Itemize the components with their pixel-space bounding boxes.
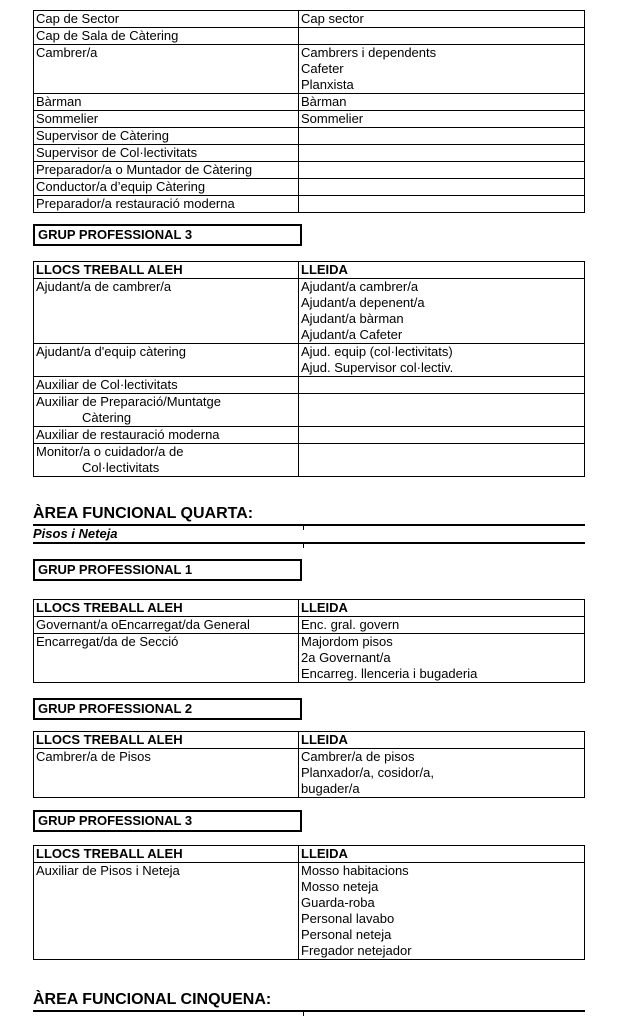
table-cell xyxy=(34,45,299,94)
table-cell xyxy=(299,28,585,45)
table-cell xyxy=(299,749,585,798)
cell-line: Planxador/a, cosidor/a, xyxy=(301,765,434,780)
column-header: LLEIDA xyxy=(299,732,585,749)
cell-line: 2a Governant/a xyxy=(301,650,391,665)
table-cell xyxy=(34,196,299,213)
table-row xyxy=(34,179,585,196)
cell-line: Ajudant/a cambrer/a xyxy=(301,279,419,294)
table-row xyxy=(34,128,585,145)
table-row xyxy=(34,11,585,28)
table-cell xyxy=(34,394,299,427)
table-cell xyxy=(34,179,299,196)
table-cell xyxy=(299,111,585,128)
table-cell xyxy=(34,863,299,960)
table-cell xyxy=(34,344,299,377)
cell-line: Supervisor de Càtering xyxy=(36,128,169,143)
column-header: LLEIDA xyxy=(299,600,585,617)
cell-line: Cambrer/a de pisos xyxy=(301,749,415,764)
cell-line: Enc. gral. govern xyxy=(301,617,400,632)
table-row xyxy=(34,28,585,45)
table-cell xyxy=(299,162,585,179)
column-header: LLOCS TREBALL ALEH xyxy=(34,600,299,617)
cell-line: Mosso habitacions xyxy=(301,863,409,878)
column-header: LLOCS TREBALL ALEH xyxy=(34,732,299,749)
group-professional-1-box: GRUP PROFESSIONAL 1 xyxy=(33,559,302,581)
table-cell xyxy=(34,128,299,145)
area-quarta-heading-block xyxy=(33,504,585,544)
table-cell xyxy=(34,145,299,162)
heading-underline xyxy=(33,542,585,544)
cell-line: Preparador/a o Muntador de Càtering xyxy=(36,162,253,177)
table-row xyxy=(34,279,585,344)
job-mapping-table-pisos-group2 xyxy=(33,731,585,798)
table-cell xyxy=(299,145,585,162)
table-cell xyxy=(299,634,585,683)
cell-line: Ajud. equip (col·lectivitats) xyxy=(301,344,453,359)
cell-line: Càtering xyxy=(82,410,132,425)
table-row xyxy=(34,111,585,128)
cell-line: Ajudant/a de cambrer/a xyxy=(36,279,172,294)
cell-line: Cap sector xyxy=(301,11,364,26)
group-professional-2-box: GRUP PROFESSIONAL 2 xyxy=(33,698,302,720)
cell-line: Personal lavabo xyxy=(301,911,395,926)
table-cell xyxy=(299,11,585,28)
cell-line: Auxiliar de Pisos i Neteja xyxy=(36,863,180,878)
cell-line: Planxista xyxy=(301,77,354,92)
table-cell xyxy=(299,344,585,377)
table-header-row xyxy=(34,262,585,279)
area-cinquena-title: ÀREA FUNCIONAL CINQUENA: xyxy=(33,991,272,1008)
table-row xyxy=(34,617,585,634)
cell-line: Cambrer/a xyxy=(36,45,98,60)
cell-line: Encarreg. llenceria i bugaderia xyxy=(301,666,478,681)
table-row xyxy=(34,394,585,427)
area-cinquena-heading-block xyxy=(33,990,585,1012)
group-professional-3-box: GRUP PROFESSIONAL 3 xyxy=(33,224,302,246)
table-cell xyxy=(299,196,585,213)
table-cell xyxy=(34,162,299,179)
column-header: LLOCS TREBALL ALEH xyxy=(34,262,299,279)
table-cell xyxy=(299,279,585,344)
cell-line: Sommelier xyxy=(301,111,364,126)
cell-line: Guarda-roba xyxy=(301,895,375,910)
table-row xyxy=(34,444,585,477)
area-quarta-subtitle: Pisos i Neteja xyxy=(33,526,118,541)
table-cell xyxy=(34,94,299,111)
cell-line: Bàrman xyxy=(36,94,82,109)
column-divider-tick xyxy=(303,544,304,548)
table-cell xyxy=(299,427,585,444)
column-header: LLEIDA xyxy=(299,262,585,279)
table-cell xyxy=(34,634,299,683)
table-row xyxy=(34,863,585,960)
cell-line: Cambrers i dependents xyxy=(301,45,437,60)
table-row xyxy=(34,749,585,798)
column-divider-tick xyxy=(303,526,304,530)
table-row xyxy=(34,94,585,111)
table-header-row xyxy=(34,846,585,863)
cell-line: Mosso neteja xyxy=(301,879,379,894)
table-cell xyxy=(299,444,585,477)
table-row xyxy=(34,196,585,213)
column-divider-tick xyxy=(303,1012,304,1016)
table-cell xyxy=(34,377,299,394)
table-header-row xyxy=(34,600,585,617)
cell-line: Cambrer/a de Pisos xyxy=(36,749,151,764)
table-row xyxy=(34,145,585,162)
job-mapping-table-pisos-group1 xyxy=(33,599,585,683)
cell-line: Preparador/a restauració moderna xyxy=(36,196,235,211)
cell-line: Fregador netejador xyxy=(301,943,412,958)
cell-line: Ajudant/a Cafeter xyxy=(301,327,403,342)
table-row xyxy=(34,45,585,94)
cell-line: Encarregat/da de Secció xyxy=(36,634,179,649)
cell-line: Cap de Sector xyxy=(36,11,120,26)
cell-line: Bàrman xyxy=(301,94,347,109)
cell-line: bugader/a xyxy=(301,781,360,796)
heading-underline xyxy=(33,524,585,526)
table-row xyxy=(34,344,585,377)
table-cell xyxy=(34,111,299,128)
table-cell xyxy=(299,45,585,94)
cell-line: Auxiliar de Col·lectivitats xyxy=(36,377,178,392)
table-cell xyxy=(299,617,585,634)
group-professional-3b-box: GRUP PROFESSIONAL 3 xyxy=(33,810,302,832)
table-row xyxy=(34,162,585,179)
cell-line: Cap de Sala de Càtering xyxy=(36,28,179,43)
table-row xyxy=(34,634,585,683)
table-cell xyxy=(299,394,585,427)
table-cell xyxy=(299,179,585,196)
area-quarta-title: ÀREA FUNCIONAL QUARTA: xyxy=(33,505,254,522)
cell-line: Sommelier xyxy=(36,111,99,126)
table-row xyxy=(34,377,585,394)
column-header: LLEIDA xyxy=(299,846,585,863)
cell-line: Majordom pisos xyxy=(301,634,393,649)
cell-line: Governant/a oEncarregat/da General xyxy=(36,617,250,632)
column-header: LLOCS TREBALL ALEH xyxy=(34,846,299,863)
table-cell xyxy=(34,28,299,45)
table-cell xyxy=(34,11,299,28)
table-cell xyxy=(299,128,585,145)
table-cell xyxy=(299,94,585,111)
heading-underline xyxy=(33,1010,585,1012)
job-mapping-table-continuation xyxy=(33,10,585,213)
cell-line: Ajudant/a d'equip càtering xyxy=(36,344,186,359)
cell-line: Ajudant/a depenent/a xyxy=(301,295,425,310)
table-cell xyxy=(34,279,299,344)
cell-line: Conductor/a d’equip Càtering xyxy=(36,179,206,194)
cell-line: Auxiliar de Preparació/Muntatge xyxy=(36,394,221,409)
cell-line: Cafeter xyxy=(301,61,344,76)
table-cell xyxy=(34,749,299,798)
job-mapping-table-group3 xyxy=(33,261,585,477)
cell-line: Auxiliar de restauració moderna xyxy=(36,427,220,442)
job-mapping-table-pisos-group3 xyxy=(33,845,585,960)
table-cell xyxy=(34,617,299,634)
table-cell xyxy=(34,427,299,444)
cell-line: Monitor/a o cuidador/a de xyxy=(36,444,184,459)
cell-line: Ajud. Supervisor col·lectiv. xyxy=(301,360,454,375)
cell-line: Personal neteja xyxy=(301,927,392,942)
cell-line: Ajudant/a bàrman xyxy=(301,311,404,326)
table-row xyxy=(34,427,585,444)
cell-line: Col·lectivitats xyxy=(82,460,160,475)
table-cell xyxy=(34,444,299,477)
table-header-row xyxy=(34,732,585,749)
table-cell xyxy=(299,377,585,394)
cell-line: Supervisor de Col·lectivitats xyxy=(36,145,198,160)
table-cell xyxy=(299,863,585,960)
